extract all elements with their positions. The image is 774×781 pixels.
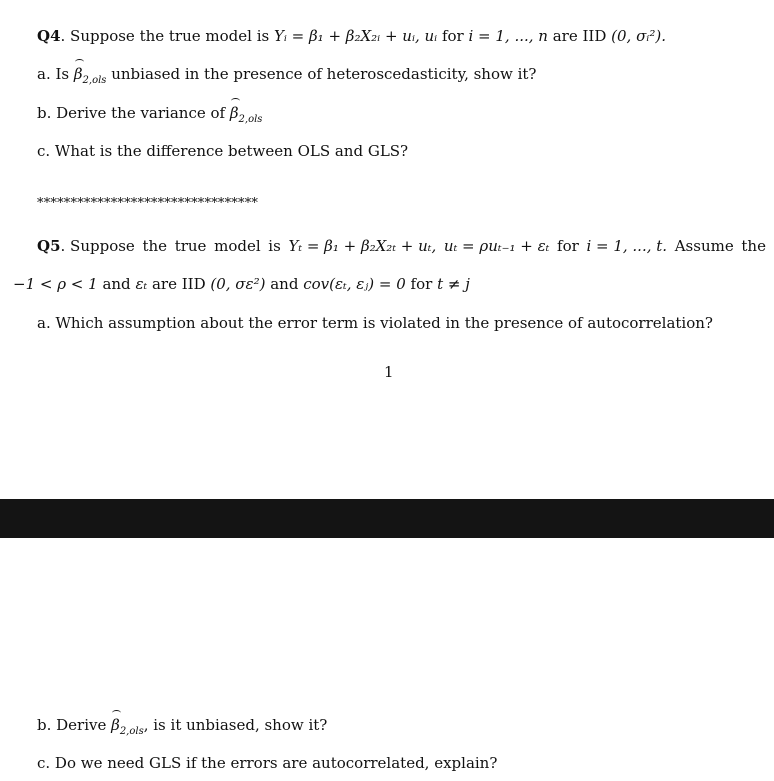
beta-hat-subscript: 2,ols xyxy=(119,726,144,737)
q4-model-equation: Yᵢ = β₁ + β₂X₂ᵢ + uᵢ, uᵢ xyxy=(273,27,438,45)
q5-part-c: c. Do we need GLS if the errors are autocorrelated, explain? xyxy=(37,754,498,772)
page-number: 1 xyxy=(384,363,394,381)
beta-hat-subscript: 2,ols xyxy=(238,114,263,125)
q5-word: the xyxy=(142,237,168,255)
q5-word: is xyxy=(268,237,281,255)
q5-rho-condition: −1 < ρ < 1 xyxy=(13,275,98,293)
q5-word: model xyxy=(214,237,261,255)
q4-part-c: c. What is the difference between OLS and GLS? xyxy=(37,142,409,160)
q5-epsilon: εₜ xyxy=(135,275,148,293)
q4-part-a xyxy=(37,65,536,87)
beta-hat-symbol: β xyxy=(111,716,120,734)
q5-iid: are IID xyxy=(147,275,211,293)
q4-intro: . Suppose the true model is xyxy=(60,27,274,45)
q4-part-b-prefix: b. Derive the variance of xyxy=(37,104,230,122)
asterisk-separator: ********************************* xyxy=(37,196,259,211)
q4-label: Q4 xyxy=(37,27,61,45)
q5-part-a: a. Which assumption about the error term is violated in the presence of autocorrelation? xyxy=(37,314,713,332)
q5-question-line2 xyxy=(13,275,470,293)
beta-hat-symbol: β xyxy=(229,104,239,122)
beta-hat-subscript: 2,ols xyxy=(82,75,107,86)
q5-word: for xyxy=(557,237,579,255)
q4-index-range: i = 1, ..., n xyxy=(468,27,548,45)
q4-question xyxy=(37,27,666,45)
q5-model-equation: Yₜ = β₁ + β₂X₂ₜ + uₜ, xyxy=(288,237,437,255)
q5-intro: . Suppose xyxy=(60,237,135,255)
q5-and: and xyxy=(265,275,304,293)
q5-part-b-prefix: b. Derive xyxy=(37,716,112,734)
q4-for: for xyxy=(437,27,469,45)
q5-index-range: i = 1, ..., t. xyxy=(586,237,668,255)
q5-error-equation: uₜ = ρuₜ₋₁ + εₜ xyxy=(443,237,550,255)
q5-word: true xyxy=(174,237,207,255)
q5-for: for xyxy=(405,275,438,293)
q5-distribution: (0, σε²) xyxy=(210,275,266,293)
q5-word: the xyxy=(741,237,766,255)
q4-distribution: (0, σᵢ²). xyxy=(611,27,666,45)
q5-part-b xyxy=(37,716,327,738)
beta-hat-symbol: β xyxy=(73,65,83,83)
q4-part-a-prefix: a. Is xyxy=(37,65,74,83)
page-break-bar xyxy=(0,499,774,538)
q5-part-b-suffix: , is it unbiased, show it? xyxy=(143,716,328,734)
q5-covariance: cov(εₜ, εⱼ) = 0 xyxy=(303,275,406,293)
q5-index-condition: t ≠ j xyxy=(437,275,470,293)
q5-and: and xyxy=(97,275,136,293)
q4-part-a-suffix: unbiased in the presence of heteroscedasticity, show it? xyxy=(106,65,537,83)
q4-iid: are IID xyxy=(547,27,612,45)
q5-question-line1 xyxy=(37,237,766,255)
q5-label: Q5 xyxy=(37,237,61,255)
q4-part-b xyxy=(37,104,262,126)
q5-word: Assume xyxy=(674,237,734,255)
